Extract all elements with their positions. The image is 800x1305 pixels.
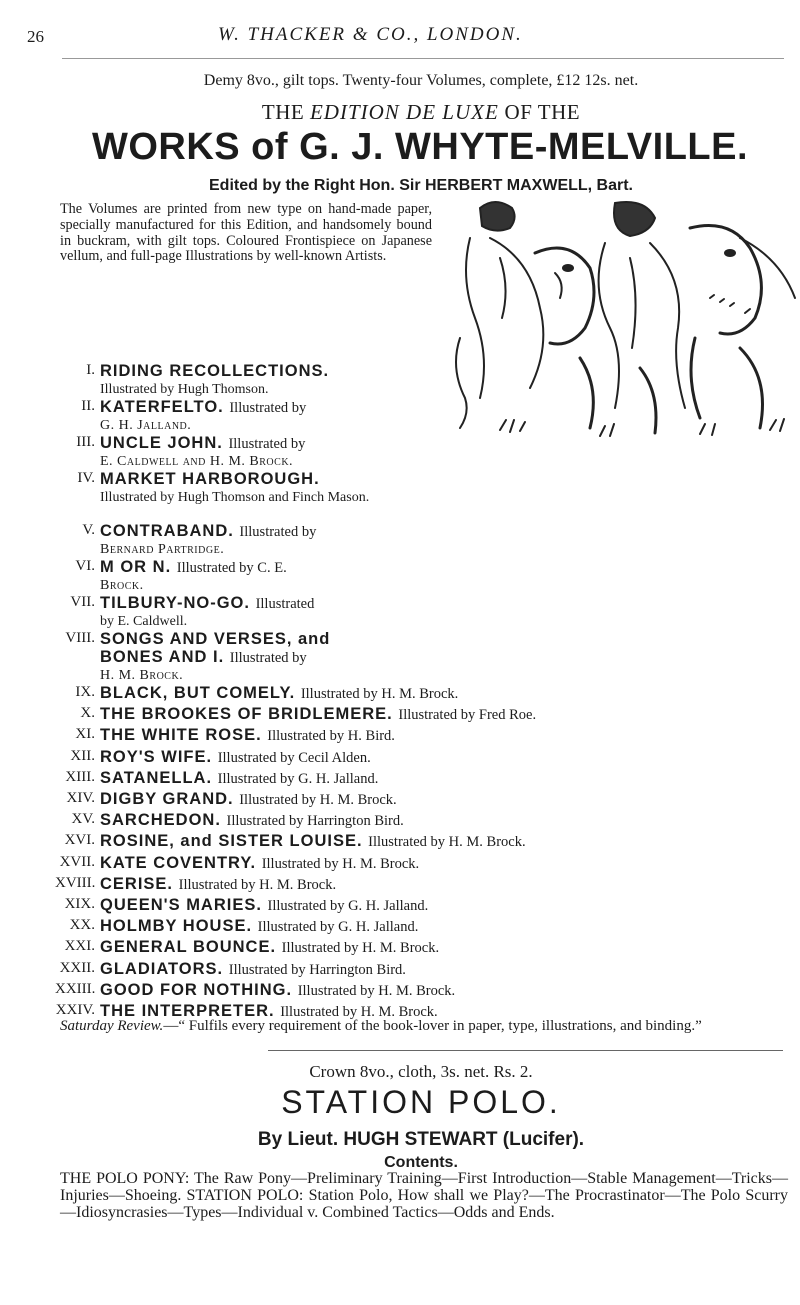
edition-pre: THE <box>261 100 305 124</box>
volume-illustrator: Illustrated by Hugh Thomson. <box>100 382 269 397</box>
volume-number: XVIII. <box>55 874 96 891</box>
volume-title: ROSINE, and SISTER LOUISE. <box>100 832 363 851</box>
volume-title: QUEEN'S MARIES. <box>100 896 262 914</box>
volume-number: IX. <box>75 684 95 700</box>
volume-title: THE INTERPRETER. <box>100 1002 275 1020</box>
volume-illustrator: by E. Caldwell. <box>100 614 188 629</box>
volume-number: XX. <box>69 917 95 934</box>
volume-illustrator-prefix: Illustrated <box>255 596 315 612</box>
review-source: Saturday Review. <box>60 1018 164 1034</box>
volume-number: XIX. <box>64 896 95 912</box>
volume-illustrator: G. H. Jalland. <box>100 418 192 433</box>
volume-illustrator: Illustrated by H. M. Brock. <box>297 982 456 999</box>
volume-illustrator: Illustrated by G. H. Jalland. <box>257 919 419 936</box>
volume-title: RIDING RECOLLECTIONS. <box>100 362 330 380</box>
volume-number: IV. <box>77 470 95 486</box>
volume-number: XV. <box>71 811 95 828</box>
volume-title: GOOD FOR NOTHING. <box>100 980 293 999</box>
volume-title-cont: BONES AND I. <box>100 648 225 666</box>
volume-illustrator: Illustrated by H. M. Brock. <box>368 834 526 851</box>
volume-illustrator-prefix: Illustrated by <box>229 400 307 416</box>
volume-title: MARKET HARBOROUGH. <box>100 470 320 488</box>
volume-illustrator: Illustrated by G. H. Jalland. <box>217 770 379 787</box>
edition-post: OF THE <box>504 100 581 124</box>
volume-title: M OR N. <box>100 558 172 576</box>
volume-title: DIGBY GRAND. <box>100 790 234 808</box>
volume-number: XIII. <box>65 768 95 785</box>
volume-title: THE BROOKES OF BRIDLEMERE. <box>100 705 393 724</box>
volume-number: XIV. <box>66 790 95 806</box>
volume-number: XVI. <box>64 832 95 849</box>
volume-illustrator-prefix: Illustrated by C. E. <box>176 560 287 576</box>
volume-number: XXIII. <box>55 980 96 997</box>
volume-illustrator: Illustrated by Fred Roe. <box>398 707 537 724</box>
volume-illustrator-prefix: Illustrated by <box>239 524 317 540</box>
volume-title: SONGS AND VERSES, and <box>100 630 331 648</box>
volume-number: XI. <box>75 726 95 743</box>
volume-illustrator: Illustrated by Cecil Alden. <box>217 749 371 766</box>
volume-illustrator: Illustrated by H. M. Brock. <box>281 940 440 957</box>
volume-number: III. <box>76 434 95 450</box>
volume-illustrator: Illustrated by H. Bird. <box>267 728 395 745</box>
volume-illustrator: Illustrated by H. M. Brock. <box>239 792 397 808</box>
volume-illustrator-prefix: Illustrated by <box>229 650 307 666</box>
volume-title: KATE COVENTRY. <box>100 853 257 872</box>
volume-illustrator: Illustrated by H. M. Brock. <box>280 1004 438 1020</box>
volume-number: V. <box>82 522 95 538</box>
volume-number: X. <box>80 705 95 722</box>
volume-illustrator: Brock. <box>100 578 144 593</box>
polo-byline: By Lieut. HUGH STEWART (Lucifer). <box>257 1129 585 1150</box>
review-text: —“ Fulfils every requirement of the book-lover in paper, type, illustrations, and binding.” <box>163 1018 702 1034</box>
volume-title: GLADIATORS. <box>100 959 224 978</box>
volume-title: SATANELLA. <box>100 768 213 787</box>
edited-by-line: Edited by the Right Hon. Sir HERBERT MAXWELL, Bart. <box>209 177 633 194</box>
contents-text: THE POLO PONY: The Raw Pony—Preliminary Training—First Introduction—Stable Management—Tricks—Injuries—Shoeing. STATION POLO: Station Polo, How shall we Play?—The Procrastinator—The Polo Scurry—Idiosyncrasies—Types—Individual v. Combined Tactics—Odds and Ends. <box>60 1170 788 1221</box>
volume-number: II. <box>81 398 95 414</box>
volume-title: ROY'S WIFE. <box>100 747 213 766</box>
review-quote <box>60 1018 785 1035</box>
edition-line <box>60 100 782 125</box>
volume-number: I. <box>86 362 95 378</box>
polo-format-line: Crown 8vo., cloth, 3s. net. Rs. 2. <box>309 1062 533 1081</box>
volume-illustrator: Bernard Partridge. <box>100 542 225 557</box>
volume-number: VIII. <box>65 630 95 646</box>
volume-illustrator: Illustrated by H. M. Brock. <box>261 855 420 872</box>
volume-illustrator: Illustrated by H. M. Brock. <box>178 876 337 893</box>
polo-title: STATION POLO. <box>281 1084 561 1120</box>
volume-title: TILBURY-NO-GO. <box>100 594 250 612</box>
page-number: 26 <box>27 27 44 46</box>
volume-title: KATERFELTO. <box>100 398 224 416</box>
volume-number: XXIV. <box>55 1002 95 1018</box>
volume-illustrator: Illustrated by Harrington Bird. <box>226 813 404 830</box>
volume-illustrator: Illustrated by Harrington Bird. <box>228 961 406 978</box>
volume-title: CONTRABAND. <box>100 522 234 540</box>
edition-italic: EDITION DE LUXE <box>309 100 499 124</box>
volume-title: SARCHEDON. <box>100 811 221 830</box>
volume-title: HOLMBY HOUSE. <box>100 917 253 936</box>
volume-title: UNCLE JOHN. <box>100 434 223 452</box>
section-divider <box>268 1050 783 1051</box>
volume-number: XII. <box>70 747 95 764</box>
volume-number: XVII. <box>59 853 95 870</box>
volume-illustrator-prefix: Illustrated by <box>228 436 306 452</box>
horse-riders-illustration <box>440 198 800 448</box>
volume-number: VI. <box>75 558 95 574</box>
volume-title: BLACK, BUT COMELY. <box>100 684 296 702</box>
volume-illustrator: E. Caldwell and H. M. Brock. <box>100 454 294 469</box>
header-rule <box>62 58 784 59</box>
volume-title: GENERAL BOUNCE. <box>100 938 277 957</box>
volume-number: XXI. <box>64 938 95 955</box>
intro-paragraph: The Volumes are printed from new type on hand-made paper, specially manufactured for this Edition, and handsomely bound in buckram, with gilt tops. Coloured Frontispiece on Japanese vellum, and full-page Illustrations by well-known Artists. <box>60 201 432 265</box>
series-format-line: Demy 8vo., gilt tops. Twenty-four Volumes, complete, £12 12s. net. <box>203 72 639 89</box>
volume-title: THE WHITE ROSE. <box>100 726 262 745</box>
volume-illustrator: Illustrated by Hugh Thomson and Finch Mason. <box>100 490 370 505</box>
volume-illustrator: Illustrated by H. M. Brock. <box>300 686 459 702</box>
running-head: W. THACKER & CO., LONDON. <box>218 24 523 45</box>
volume-number: VII. <box>70 594 95 610</box>
contents-label: Contents. <box>384 1154 458 1171</box>
works-title: WORKS of G. J. WHYTE-MELVILLE. <box>91 126 749 168</box>
volume-title: CERISE. <box>100 874 174 893</box>
volume-illustrator: H. M. Brock. <box>100 668 184 683</box>
volume-illustrator: Illustrated by G. H. Jalland. <box>267 898 429 914</box>
volume-number: XXII. <box>59 959 95 976</box>
